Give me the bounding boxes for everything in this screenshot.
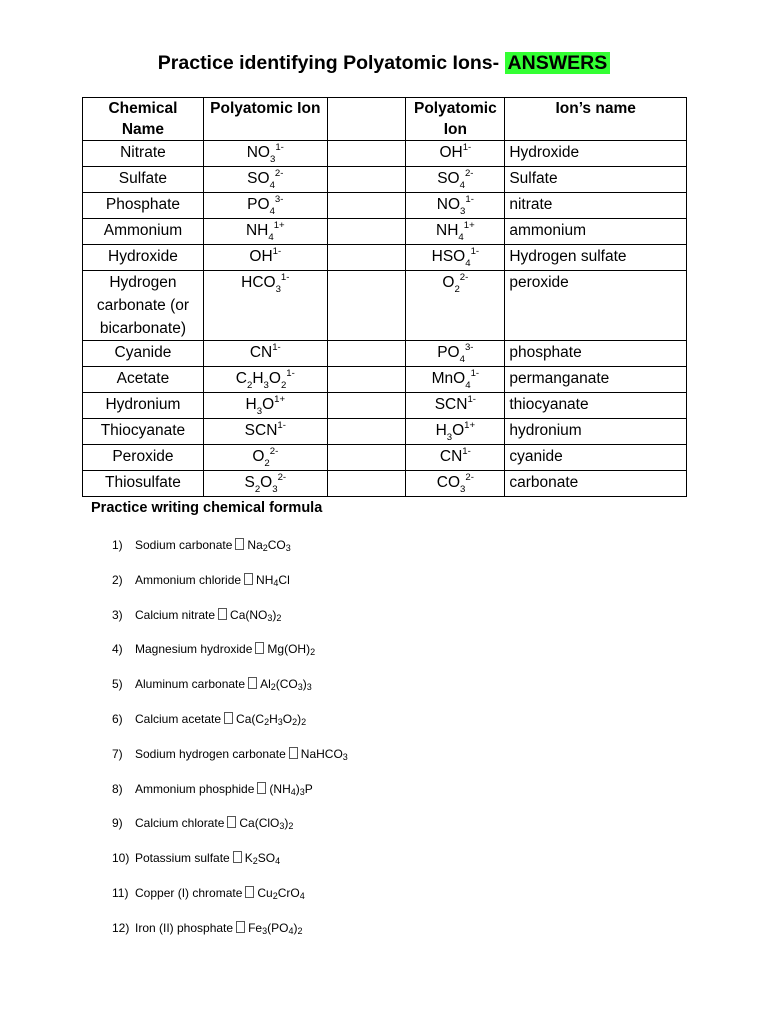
polyatomic-ion-cell: $HCO_3^{1-}$	[203, 271, 327, 341]
header-chemical-name: Chemical Name	[83, 98, 204, 141]
table-row	[83, 341, 687, 367]
compound-name: Iron (II) phosphate	[135, 920, 234, 935]
chemical-formula: K2SO4	[244, 851, 281, 867]
ion-name-cell: Hydroxide	[505, 141, 687, 167]
chemical-name-cell: Hydrogen carbonate (or bicarbonate)	[83, 271, 204, 341]
answer-ion-cell: $HSO_4^{1-}$	[406, 245, 505, 271]
answer-ion-cell: $NH_4^{1+}$	[406, 219, 505, 245]
arrow-icon	[245, 886, 254, 898]
page-title	[0, 52, 768, 75]
answer-ion-cell: $NO_3^{1-}$	[406, 193, 505, 219]
compound-name: Ammonium chloride	[135, 572, 242, 587]
list-item	[112, 816, 348, 851]
polyatomic-ion-cell: $NO_3^{1-}$	[203, 141, 327, 167]
item-number: 3)	[112, 607, 123, 622]
answer-ion-cell: $SCN^{1-}$	[406, 393, 505, 419]
title-main: Practice identifying Polyatomic Ions-	[157, 52, 505, 74]
answer-ion-cell: $SO_4^{2-}$	[406, 167, 505, 193]
table-row	[83, 271, 687, 341]
polyatomic-ion-cell: $S_2O_3^{2-}$	[203, 471, 327, 497]
chemical-name-cell: Acetate	[83, 367, 204, 393]
compound-name: Potassium sulfate	[135, 851, 230, 866]
chemical-formula: (NH4)3P	[269, 781, 313, 797]
ion-name-cell: hydronium	[505, 419, 687, 445]
answer-ion-cell: $CO_3^{2-}$	[406, 471, 505, 497]
spacer-cell	[327, 245, 406, 271]
arrow-icon	[218, 608, 227, 620]
spacer-cell	[327, 471, 406, 497]
arrow-icon	[244, 573, 253, 585]
arrow-icon	[227, 816, 236, 828]
table-row	[83, 367, 687, 393]
chemical-name-cell: Thiosulfate	[83, 471, 204, 497]
list-item	[112, 573, 348, 608]
spacer-cell	[327, 219, 406, 245]
compound-name: Sodium hydrogen carbonate	[135, 746, 286, 761]
chemical-name-cell: Sulfate	[83, 167, 204, 193]
polyatomic-ion-cell: $O_2^{2-}$	[203, 445, 327, 471]
arrow-icon	[257, 782, 266, 794]
chemical-name-cell: Cyanide	[83, 341, 204, 367]
ion-name-cell: Sulfate	[505, 167, 687, 193]
list-item	[112, 886, 348, 921]
item-number: 1)	[112, 538, 123, 552]
ion-name-cell: cyanide	[505, 445, 687, 471]
chemical-name-cell: Peroxide	[83, 445, 204, 471]
table-row	[83, 419, 687, 445]
table-row	[83, 193, 687, 219]
ion-name-cell: carbonate	[505, 471, 687, 497]
polyatomic-ion-cell: $CN^{1-}$	[203, 341, 327, 367]
polyatomic-ions-table	[82, 97, 687, 497]
item-number: 5)	[112, 677, 123, 692]
header-polyatomic-ion: Polyatomic Ion	[203, 98, 327, 141]
list-item	[112, 538, 348, 573]
chemical-formula: Na2CO3	[247, 538, 291, 553]
compound-name: Aluminum carbonate	[135, 677, 246, 692]
compound-name: Calcium acetate	[135, 711, 222, 726]
table-header-row	[83, 98, 687, 141]
chemical-name-cell: Hydronium	[83, 393, 204, 419]
polyatomic-ion-cell: $NH_4^{1+}$	[203, 219, 327, 245]
answer-ion-cell: $PO_4^{3-}$	[406, 341, 505, 367]
list-item	[112, 782, 348, 817]
table-row	[83, 167, 687, 193]
arrow-icon	[248, 677, 257, 689]
answer-ion-cell: $O_2^{2-}$	[406, 271, 505, 341]
arrow-icon	[289, 747, 298, 759]
spacer-cell	[327, 271, 406, 341]
answer-ion-cell: $H_3O^{1+}$	[406, 419, 505, 445]
chemical-name-cell: Nitrate	[83, 141, 204, 167]
ion-name-cell: nitrate	[505, 193, 687, 219]
arrow-icon	[236, 921, 245, 933]
ion-name-cell: thiocyanate	[505, 393, 687, 419]
chemical-formula: NH4Cl	[256, 572, 290, 588]
ion-name-cell: ammonium	[505, 219, 687, 245]
ion-name-cell: phosphate	[505, 341, 687, 367]
table-row	[83, 471, 687, 497]
table-row	[83, 245, 687, 271]
chemical-formula: Fe3(PO4)2	[248, 920, 303, 936]
polyatomic-ion-cell: $SCN^{1-}$	[203, 419, 327, 445]
item-number: 2)	[112, 572, 123, 587]
table-row	[83, 393, 687, 419]
answer-ion-cell: $CN^{1-}$	[406, 445, 505, 471]
arrow-icon	[255, 642, 264, 654]
list-item	[112, 677, 348, 712]
polyatomic-ion-cell: $C_2H_3O_2^{1-}$	[203, 367, 327, 393]
table-row	[83, 219, 687, 245]
table-row	[83, 141, 687, 167]
chemical-formula: Mg(OH)2	[267, 642, 316, 658]
item-number: 8)	[112, 781, 123, 796]
spacer-cell	[327, 167, 406, 193]
list-item	[112, 642, 348, 677]
compound-name: Magnesium hydroxide	[135, 642, 253, 657]
item-number: 11)	[112, 885, 129, 900]
chemical-formula: Ca(ClO3)2	[239, 816, 294, 832]
chemical-name-cell: Ammonium	[83, 219, 204, 245]
chemical-formula: Ca(C2H3O2)2	[236, 711, 307, 727]
chemical-formula: Cu2CrO4	[257, 885, 305, 901]
header-polyatomic-ion-2: Polyatomic Ion	[406, 98, 505, 141]
spacer-cell	[327, 419, 406, 445]
chemical-formula: NaHCO3	[300, 746, 348, 762]
chemical-formula: Ca(NO3)2	[230, 607, 282, 623]
item-number: 9)	[112, 816, 123, 831]
answer-ion-cell: MnO$_4^{1-}$	[406, 367, 505, 393]
compound-name: Sodium carbonate	[135, 538, 233, 552]
arrow-icon	[235, 538, 244, 550]
header-ions-name: Ion’s name	[505, 98, 687, 141]
section-title: Practice writing chemical formula	[91, 500, 323, 516]
list-item	[112, 921, 348, 956]
list-item	[112, 747, 348, 782]
list-item	[112, 851, 348, 886]
item-number: 4)	[112, 642, 123, 657]
item-number: 6)	[112, 711, 123, 726]
item-number: 7)	[112, 746, 123, 761]
answer-ion-cell: $OH^{1-}$	[406, 141, 505, 167]
compound-name: Copper (I) chromate	[135, 885, 243, 900]
spacer-cell	[327, 445, 406, 471]
chemical-formula: Al2(CO3)3	[260, 677, 312, 693]
spacer-cell	[327, 193, 406, 219]
polyatomic-ion-cell: $PO_4^{3-}$	[203, 193, 327, 219]
formula-list	[112, 538, 348, 956]
spacer-cell	[327, 393, 406, 419]
polyatomic-ion-cell: $OH^{1-}$	[203, 245, 327, 271]
list-item	[112, 712, 348, 747]
table-row	[83, 445, 687, 471]
compound-name: Calcium chlorate	[135, 816, 225, 831]
answers-highlight: ANSWERS	[505, 52, 611, 74]
compound-name: Calcium nitrate	[135, 607, 216, 622]
arrow-icon	[224, 712, 233, 724]
chemical-name-cell: Phosphate	[83, 193, 204, 219]
item-number: 12)	[112, 920, 130, 935]
ion-name-cell: peroxide	[505, 271, 687, 341]
compound-name: Ammonium phosphide	[135, 781, 255, 796]
header-spacer	[327, 98, 406, 141]
arrow-icon	[233, 851, 242, 863]
spacer-cell	[327, 141, 406, 167]
spacer-cell	[327, 367, 406, 393]
ion-name-cell: permanganate	[505, 367, 687, 393]
polyatomic-ion-cell: $H_3O^{1+}$	[203, 393, 327, 419]
spacer-cell	[327, 341, 406, 367]
ion-name-cell: Hydrogen sulfate	[505, 245, 687, 271]
polyatomic-ion-cell: $SO_4^{2-}$	[203, 167, 327, 193]
chemical-name-cell: Hydroxide	[83, 245, 204, 271]
chemical-name-cell: Thiocyanate	[83, 419, 204, 445]
item-number: 10)	[112, 851, 130, 866]
list-item	[112, 608, 348, 643]
